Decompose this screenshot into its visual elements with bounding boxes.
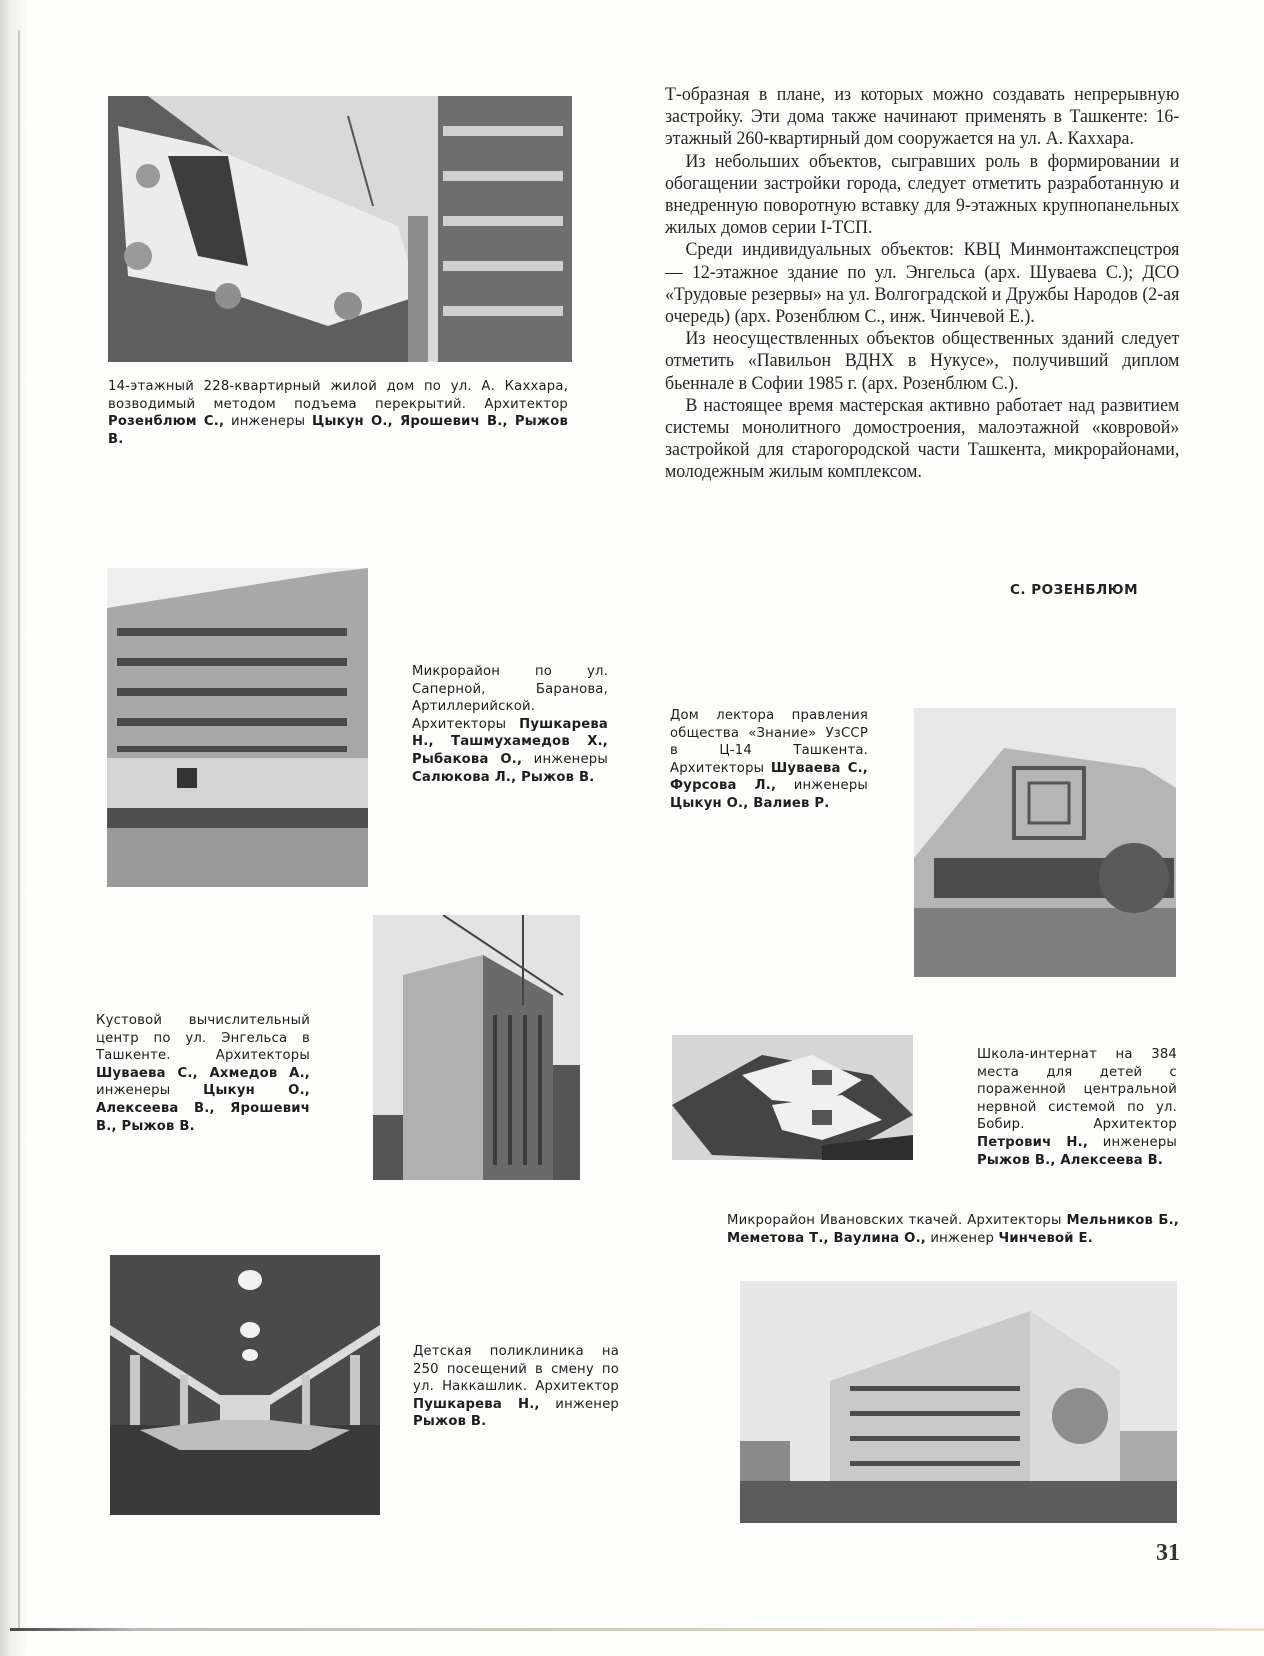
article-body bbox=[665, 84, 1179, 484]
clinic-interior-photo-icon bbox=[110, 1255, 380, 1515]
photo-ivanovo-microdistrict bbox=[740, 1281, 1177, 1523]
caption-computing-center: Кустовой вычислительный центр по ул. Энгельса в Ташкенте. Архитекторы Шуваева С., Ахмедов А., инженеры Цыкун О., Алексеева В., Ярошевич В., Рыжов В. bbox=[96, 1013, 310, 1134]
photo-microdistrict-saperna bbox=[107, 568, 368, 887]
author-signature: С. РОЗЕНБЛЮМ bbox=[1010, 582, 1139, 598]
article-paragraph: Среди индивидуальных объектов: КВЦ Минмонтажспецстроя — 12-этажное здание по ул. Энгельса (арх. Шуваева С.); ДСО «Трудовые резервы» на ул. Волгоградской и Дружбы Народов (2-ая очередь) (арх. Розенблюм С., инж. Чинчевой Е.). bbox=[665, 239, 1180, 328]
page-spine-shadow bbox=[0, 0, 26, 1656]
binding-line bbox=[18, 30, 20, 1630]
caption-microdistrict-saperna: Микрорайон по ул. Саперной, Баранова, Артиллерийской. Архитекторы Пушкарева Н., Ташмухамедов Х., Рыбакова О., инженеры Салюкова Л., Рыжов В. bbox=[412, 664, 608, 785]
article-paragraph: Т-образная в плане, из которых можно создавать непрерывную застройку. Эти дома также начинают применять в Ташкенте: 16-этажный 260-квартирный дом сооружается на ул. А. Каххара. bbox=[665, 84, 1180, 150]
tower-model-photo-icon bbox=[108, 96, 572, 362]
caption-children-clinic: Детская поликлиника на 250 посещений в смену по ул. Наккашлик. Архитектор Пушкарева Н., инженер Рыжов В. bbox=[413, 1344, 619, 1430]
photo-boarding-school bbox=[672, 1035, 913, 1160]
photo-kakhhara-tower bbox=[108, 96, 572, 362]
lecture-house-photo-icon bbox=[914, 708, 1176, 977]
ivanovo-block-photo-icon bbox=[740, 1281, 1177, 1523]
article-paragraph: Из неосуществленных объектов общественных зданий следует отметить «Павильон ВДНХ в Нукусе», получивший диплом бьеннале в Софии 1985 г. (арх. Розенблюм С.). bbox=[665, 328, 1180, 394]
caption-ivanovo-microdistrict: Микрорайон Ивановских ткачей. Архитекторы Мельников Б., Меметова Т., Ваулина О., инженер Чинчевой Е. bbox=[727, 1213, 1179, 1246]
article-paragraph: Из небольших объектов, сыгравших роль в формировании и обогащении застройки города, следует отметить разработанную и внедренную поворотную вставку для 9-этажных крупнопанельных жилых домов серии I-ТСП. bbox=[665, 150, 1180, 239]
page-bottom-edge bbox=[10, 1628, 1264, 1631]
photo-children-clinic bbox=[110, 1255, 380, 1515]
school-model-photo-icon bbox=[672, 1035, 913, 1160]
photo-computing-center bbox=[373, 915, 580, 1180]
page-number: 31 bbox=[1156, 1540, 1180, 1566]
computing-tower-photo-icon bbox=[373, 915, 580, 1180]
caption-boarding-school: Школа-интернат на 384 места для детей с пораженной центральной нервной системой по ул. Бобир. Архитектор Петрович Н., инженеры Рыжов В., Алексеева В. bbox=[977, 1047, 1178, 1168]
apartment-block-photo-icon bbox=[107, 568, 368, 887]
caption-kakhhara-tower: 14-этажный 228-квартирный жилой дом по ул. А. Каххара, возводимый методом подъема перекрытий. Архитектор Розенблюм С., инженеры Цыкун О., Ярошевич В., Рыжов В. bbox=[108, 379, 568, 447]
article-paragraph: В настоящее время мастерская активно работает над развитием системы монолитного домостроения, малоэтажной «ковровой» застройкой для старогородской части Ташкента, микрорайонами, молодежным жилым комплексом. bbox=[665, 394, 1180, 483]
caption-znanie-house: Дом лектора правления общества «Знание» УзССР в Ц-14 Ташкента. Архитекторы Шуваева С., Фурсова Л., инженеры Цыкун О., Валиев Р. bbox=[670, 708, 869, 811]
photo-znanie-house bbox=[914, 708, 1176, 977]
